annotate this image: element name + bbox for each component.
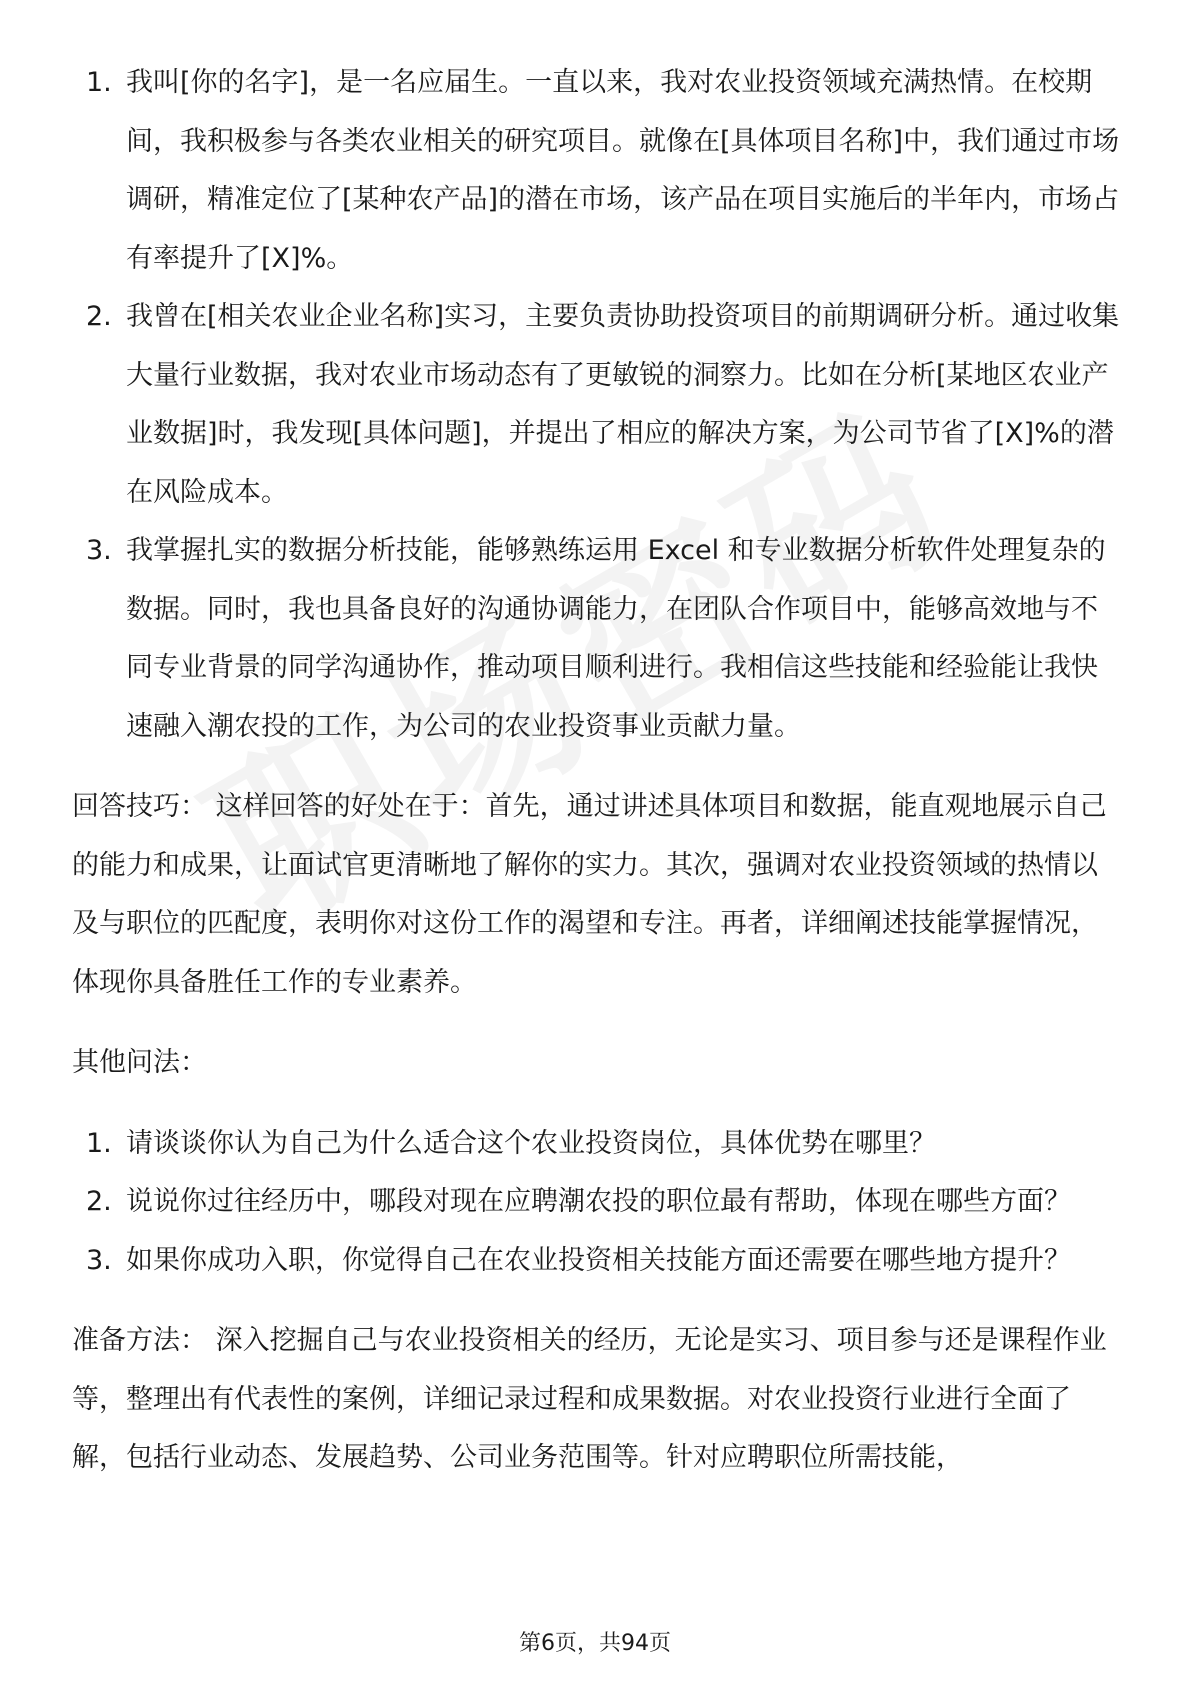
list-number: 3. [86,1244,112,1276]
list-number: 2. [86,1186,112,1217]
list-item [72,1173,1122,1232]
other-questions-heading: 其他问法： [72,1047,207,1078]
list-number: 3. [86,535,112,566]
list-number: 1. [86,1127,112,1159]
preparation-paragraph: 准备方法： 深入挖掘自己与农业投资相关的经历，无论是实习、项目参与还是课程作业等，整理出有代表性的案例，详细记录过程和成果数据。对农业投资行业进行全面了解，包括行业动态、发展趋势、公司业务范围等。针对应聘职位所需技能， [72,1325,1107,1473]
list-text: 我曾在[相关农业企业名称]实习，主要负责协助投资项目的前期调研分析。通过收集大量行业数据，我对农业市场动态有了更敏锐的洞察力。比如在分析[某地区农业产业数据]时，我发现[具体问题]，并提出了相应的解决方案，为公司节省了[X]%的潜在风险成本。 [126,301,1120,508]
list-item [72,1115,1122,1174]
page-content [72,54,1122,1488]
other-questions-list [72,1115,1122,1291]
list-text: 我叫[你的名字]，是一名应届生。一直以来，我对农业投资领域充满热情。在校期间，我积极参与各类农业相关的研究项目。就像在[具体项目名称]中，我们通过市场调研，精准定位了[某种农产品]的潜在市场，该产品在项目实施后的半年内，市场占有率提升了[X]%。 [126,67,1120,274]
list-number: 2. [86,301,112,332]
list-item [72,1232,1122,1291]
list-item [72,288,1122,522]
list-text: 说说你过往经历中，哪段对现在应聘潮农投的职位最有帮助，体现在哪些方面？ [126,1186,1071,1217]
list-text: 我掌握扎实的数据分析技能，能够熟练运用 Excel 和专业数据分析软件处理复杂的数据。同时，我也具备良好的沟通协调能力，在团队合作项目中，能够高效地与不同专业背景的同学沟通协作，推动项目顺利进行。我相信这些技能和经验能让我快速融入潮农投的工作，为公司的农业投资事业贡献力量。 [126,535,1106,742]
page-footer: 第6页，共94页 [519,1631,671,1656]
answer-list [72,54,1122,756]
list-number: 1. [86,67,112,98]
list-item [72,54,1122,288]
list-text: 如果你成功入职，你觉得自己在农业投资相关技能方面还需要在哪些地方提升？ [126,1244,1071,1276]
list-text: 请谈谈你认为自己为什么适合这个农业投资岗位，具体优势在哪里？ [126,1127,936,1159]
answer-tips-paragraph: 回答技巧： 这样回答的好处在于：首先，通过讲述具体项目和数据，能直观地展示自己的能力和成果，让面试官更清晰地了解你的实力。其次，强调对农业投资领域的热情以及与职位的匹配度，表明你对这份工作的渴望和专注。再者，详细阐述技能掌握情况，体现你具备胜任工作的专业素养。 [72,791,1107,998]
list-item [72,522,1122,756]
